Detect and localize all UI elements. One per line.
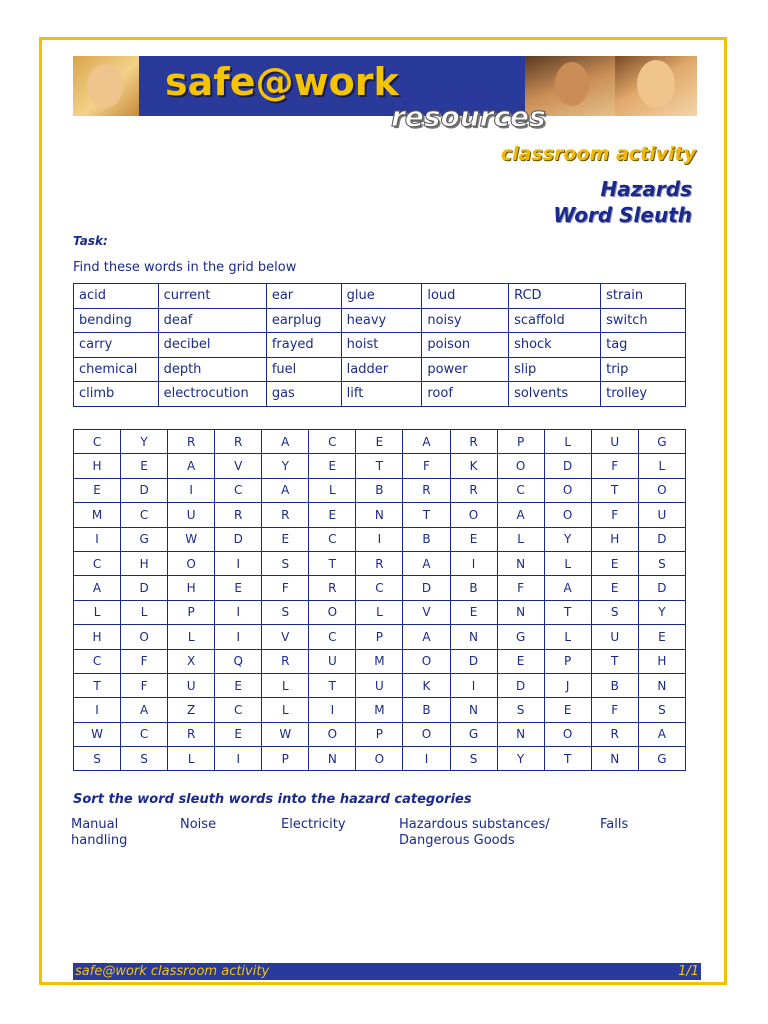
student-photo-right	[615, 56, 697, 116]
grid-letter: O	[450, 503, 497, 527]
word-cell: acid	[74, 284, 159, 309]
grid-letter: C	[121, 503, 168, 527]
word-cell: bending	[74, 308, 159, 333]
grid-letter: O	[309, 722, 356, 746]
grid-letter: G	[638, 430, 685, 454]
footer-title: safe@work classroom activity	[75, 964, 270, 979]
grid-letter: B	[450, 576, 497, 600]
grid-letter: E	[450, 600, 497, 624]
grid-letter: B	[403, 698, 450, 722]
grid-letter: R	[403, 478, 450, 502]
grid-letter: I	[74, 698, 121, 722]
grid-letter: L	[544, 430, 591, 454]
grid-letter: O	[544, 722, 591, 746]
word-cell: fuel	[266, 357, 341, 382]
grid-letter: O	[403, 649, 450, 673]
grid-letter: E	[262, 527, 309, 551]
grid-letter: E	[591, 576, 638, 600]
grid-letter: S	[262, 600, 309, 624]
category-label: Dangerous Goods	[399, 833, 515, 848]
logo-sub-text: resources	[391, 100, 546, 133]
grid-letter: F	[591, 698, 638, 722]
grid-letter: E	[591, 551, 638, 575]
grid-letter: V	[262, 625, 309, 649]
grid-letter: L	[262, 673, 309, 697]
grid-letter: P	[544, 649, 591, 673]
grid-letter: P	[356, 625, 403, 649]
grid-letter: C	[215, 478, 262, 502]
grid-letter: N	[497, 722, 544, 746]
grid-row	[74, 649, 686, 673]
grid-letter: T	[356, 454, 403, 478]
logo-main-text: safe@work	[165, 60, 399, 104]
grid-letter: A	[403, 551, 450, 575]
grid-letter: C	[74, 551, 121, 575]
grid-letter: A	[168, 454, 215, 478]
grid-letter: R	[591, 722, 638, 746]
grid-letter: R	[262, 649, 309, 673]
grid-letter: E	[356, 430, 403, 454]
grid-letter: S	[497, 698, 544, 722]
grid-letter: P	[497, 430, 544, 454]
grid-letter: E	[450, 527, 497, 551]
grid-letter: U	[591, 625, 638, 649]
grid-letter: N	[309, 747, 356, 771]
grid-letter: E	[74, 478, 121, 502]
grid-letter: Y	[262, 454, 309, 478]
word-cell: loud	[422, 284, 509, 309]
grid-letter: W	[168, 527, 215, 551]
grid-letter: A	[262, 478, 309, 502]
grid-letter: R	[450, 478, 497, 502]
word-cell: power	[422, 357, 509, 382]
grid-letter: T	[309, 551, 356, 575]
grid-letter: E	[497, 649, 544, 673]
word-cell: switch	[601, 308, 686, 333]
grid-row	[74, 430, 686, 454]
grid-letter: E	[215, 673, 262, 697]
grid-letter: O	[403, 722, 450, 746]
word-cell: gas	[266, 382, 341, 407]
grid-letter: N	[497, 600, 544, 624]
grid-letter: J	[544, 673, 591, 697]
word-cell: climb	[74, 382, 159, 407]
grid-row	[74, 503, 686, 527]
grid-letter: X	[168, 649, 215, 673]
grid-letter: E	[638, 625, 685, 649]
grid-letter: H	[74, 625, 121, 649]
grid-letter: I	[74, 527, 121, 551]
grid-letter: N	[356, 503, 403, 527]
grid-letter: L	[544, 625, 591, 649]
grid-letter: B	[403, 527, 450, 551]
grid-letter: C	[121, 722, 168, 746]
grid-letter: I	[356, 527, 403, 551]
grid-letter: A	[403, 625, 450, 649]
grid-letter: F	[262, 576, 309, 600]
word-list-row	[74, 308, 686, 333]
grid-letter: C	[74, 649, 121, 673]
word-cell: electrocution	[158, 382, 266, 407]
grid-letter: O	[544, 478, 591, 502]
word-cell: hoist	[341, 333, 422, 358]
grid-letter: A	[74, 576, 121, 600]
grid-letter: E	[309, 454, 356, 478]
grid-letter: R	[262, 503, 309, 527]
grid-letter: P	[262, 747, 309, 771]
grid-letter: G	[638, 747, 685, 771]
word-cell: strain	[601, 284, 686, 309]
grid-letter: A	[121, 698, 168, 722]
grid-letter: S	[450, 747, 497, 771]
word-list-row	[74, 333, 686, 358]
grid-letter: F	[497, 576, 544, 600]
category-falls	[600, 817, 628, 833]
grid-letter: D	[544, 454, 591, 478]
word-cell: lift	[341, 382, 422, 407]
grid-letter: Y	[497, 747, 544, 771]
grid-letter: C	[74, 430, 121, 454]
grid-letter: P	[356, 722, 403, 746]
grid-letter: U	[168, 673, 215, 697]
grid-letter: U	[168, 503, 215, 527]
grid-row	[74, 576, 686, 600]
grid-letter: N	[638, 673, 685, 697]
category-label: Manual	[71, 817, 119, 832]
word-cell: scaffold	[509, 308, 601, 333]
word-cell: earplug	[266, 308, 341, 333]
word-cell: heavy	[341, 308, 422, 333]
grid-letter: N	[591, 747, 638, 771]
grid-letter: O	[356, 747, 403, 771]
grid-letter: F	[591, 454, 638, 478]
word-list-row	[74, 284, 686, 309]
category-label: handling	[71, 833, 128, 848]
title-line-1: Hazards	[600, 177, 692, 201]
grid-letter: I	[403, 747, 450, 771]
word-cell: trolley	[601, 382, 686, 407]
student-photo-left	[73, 56, 139, 116]
grid-letter: I	[450, 551, 497, 575]
word-cell: tag	[601, 333, 686, 358]
grid-letter: T	[403, 503, 450, 527]
grid-row	[74, 551, 686, 575]
grid-letter: I	[168, 478, 215, 502]
grid-letter: I	[309, 698, 356, 722]
category-hazardous-substances	[399, 817, 550, 849]
grid-letter: E	[121, 454, 168, 478]
grid-letter: T	[591, 649, 638, 673]
task-instruction: Find these words in the grid below	[73, 260, 297, 275]
grid-letter: U	[309, 649, 356, 673]
footer-bar	[73, 963, 701, 980]
grid-letter: V	[403, 600, 450, 624]
grid-letter: I	[215, 551, 262, 575]
grid-letter: U	[591, 430, 638, 454]
grid-letter: S	[74, 747, 121, 771]
activity-heading: classroom activity	[500, 143, 696, 165]
grid-letter: I	[215, 600, 262, 624]
grid-letter: D	[215, 527, 262, 551]
grid-letter: I	[450, 673, 497, 697]
grid-letter: D	[121, 576, 168, 600]
grid-letter: H	[121, 551, 168, 575]
grid-letter: Y	[121, 430, 168, 454]
grid-row	[74, 527, 686, 551]
word-cell: shock	[509, 333, 601, 358]
grid-letter: O	[497, 454, 544, 478]
grid-letter: C	[309, 430, 356, 454]
grid-letter: R	[215, 430, 262, 454]
grid-row	[74, 747, 686, 771]
word-cell: RCD	[509, 284, 601, 309]
category-label: Falls	[600, 817, 629, 832]
grid-letter: R	[356, 551, 403, 575]
grid-letter: O	[544, 503, 591, 527]
grid-letter: R	[450, 430, 497, 454]
grid-letter: T	[309, 673, 356, 697]
grid-letter: K	[450, 454, 497, 478]
grid-letter: L	[168, 747, 215, 771]
grid-letter: D	[121, 478, 168, 502]
banner	[73, 56, 697, 134]
category-noise	[180, 817, 216, 833]
grid-letter: S	[591, 600, 638, 624]
word-cell: roof	[422, 382, 509, 407]
grid-letter: M	[356, 698, 403, 722]
grid-letter: R	[168, 722, 215, 746]
grid-letter: S	[638, 698, 685, 722]
grid-letter: B	[356, 478, 403, 502]
page-title	[553, 176, 692, 228]
grid-letter: A	[638, 722, 685, 746]
grid-letter: C	[497, 478, 544, 502]
grid-row	[74, 600, 686, 624]
grid-letter: H	[638, 649, 685, 673]
word-cell: frayed	[266, 333, 341, 358]
grid-letter: L	[638, 454, 685, 478]
grid-letter: E	[215, 576, 262, 600]
grid-letter: O	[121, 625, 168, 649]
grid-letter: L	[121, 600, 168, 624]
grid-row	[74, 698, 686, 722]
grid-letter: R	[309, 576, 356, 600]
grid-letter: R	[168, 430, 215, 454]
word-sleuth-grid	[73, 429, 686, 771]
grid-letter: F	[403, 454, 450, 478]
word-cell: solvents	[509, 382, 601, 407]
grid-letter: C	[215, 698, 262, 722]
category-label: Electricity	[281, 817, 346, 832]
grid-letter: O	[638, 478, 685, 502]
category-label: Hazardous substances/	[399, 817, 550, 832]
word-list-table	[73, 283, 686, 407]
grid-row	[74, 673, 686, 697]
grid-letter: S	[121, 747, 168, 771]
grid-letter: W	[74, 722, 121, 746]
task-label: Task:	[73, 234, 108, 248]
grid-letter: L	[497, 527, 544, 551]
grid-letter: D	[638, 576, 685, 600]
grid-letter: L	[356, 600, 403, 624]
grid-row	[74, 478, 686, 502]
word-cell: ear	[266, 284, 341, 309]
grid-letter: K	[403, 673, 450, 697]
grid-letter: T	[544, 600, 591, 624]
grid-letter: T	[544, 747, 591, 771]
word-cell: glue	[341, 284, 422, 309]
grid-letter: F	[121, 673, 168, 697]
grid-letter: N	[497, 551, 544, 575]
grid-letter: H	[74, 454, 121, 478]
grid-letter: M	[356, 649, 403, 673]
grid-letter: Y	[544, 527, 591, 551]
grid-letter: O	[309, 600, 356, 624]
grid-letter: N	[450, 625, 497, 649]
grid-letter: F	[591, 503, 638, 527]
grid-letter: G	[121, 527, 168, 551]
grid-letter: T	[74, 673, 121, 697]
word-cell: ladder	[341, 357, 422, 382]
grid-letter: S	[638, 551, 685, 575]
page-number: 1/1	[678, 964, 699, 979]
grid-letter: E	[215, 722, 262, 746]
grid-letter: L	[74, 600, 121, 624]
grid-letter: H	[591, 527, 638, 551]
grid-letter: Q	[215, 649, 262, 673]
grid-letter: L	[262, 698, 309, 722]
grid-letter: O	[168, 551, 215, 575]
grid-letter: C	[356, 576, 403, 600]
word-cell: chemical	[74, 357, 159, 382]
grid-letter: U	[356, 673, 403, 697]
grid-letter: U	[638, 503, 685, 527]
grid-row	[74, 454, 686, 478]
word-list-row	[74, 382, 686, 407]
grid-letter: A	[544, 576, 591, 600]
grid-row	[74, 625, 686, 649]
grid-letter: Y	[638, 600, 685, 624]
grid-letter: H	[168, 576, 215, 600]
grid-letter: E	[544, 698, 591, 722]
word-cell: noisy	[422, 308, 509, 333]
category-manual-handling	[71, 817, 127, 849]
word-cell: trip	[601, 357, 686, 382]
grid-letter: A	[403, 430, 450, 454]
word-cell: decibel	[158, 333, 266, 358]
grid-letter: R	[215, 503, 262, 527]
category-electricity	[281, 817, 346, 833]
grid-letter: T	[591, 478, 638, 502]
grid-letter: P	[168, 600, 215, 624]
grid-letter: V	[215, 454, 262, 478]
category-label: Noise	[180, 817, 217, 832]
word-cell: depth	[158, 357, 266, 382]
grid-letter: L	[544, 551, 591, 575]
grid-row	[74, 722, 686, 746]
grid-letter: I	[215, 747, 262, 771]
grid-letter: L	[309, 478, 356, 502]
grid-letter: G	[450, 722, 497, 746]
grid-letter: C	[309, 625, 356, 649]
grid-letter: W	[262, 722, 309, 746]
grid-letter: G	[497, 625, 544, 649]
grid-letter: A	[497, 503, 544, 527]
word-cell: slip	[509, 357, 601, 382]
title-line-2: Word Sleuth	[553, 203, 692, 227]
word-cell: deaf	[158, 308, 266, 333]
grid-letter: Z	[168, 698, 215, 722]
sort-heading: Sort the word sleuth words into the hazard categories	[73, 792, 472, 807]
grid-letter: A	[262, 430, 309, 454]
grid-letter: D	[450, 649, 497, 673]
grid-letter: L	[168, 625, 215, 649]
word-list-row	[74, 357, 686, 382]
word-cell: current	[158, 284, 266, 309]
word-cell: carry	[74, 333, 159, 358]
grid-letter: M	[74, 503, 121, 527]
grid-letter: C	[309, 527, 356, 551]
grid-letter: N	[450, 698, 497, 722]
grid-letter: S	[262, 551, 309, 575]
grid-letter: I	[215, 625, 262, 649]
grid-letter: B	[591, 673, 638, 697]
word-cell: poison	[422, 333, 509, 358]
grid-letter: D	[638, 527, 685, 551]
hazard-categories	[71, 817, 691, 857]
grid-letter: D	[403, 576, 450, 600]
grid-letter: E	[309, 503, 356, 527]
grid-letter: F	[121, 649, 168, 673]
grid-letter: D	[497, 673, 544, 697]
